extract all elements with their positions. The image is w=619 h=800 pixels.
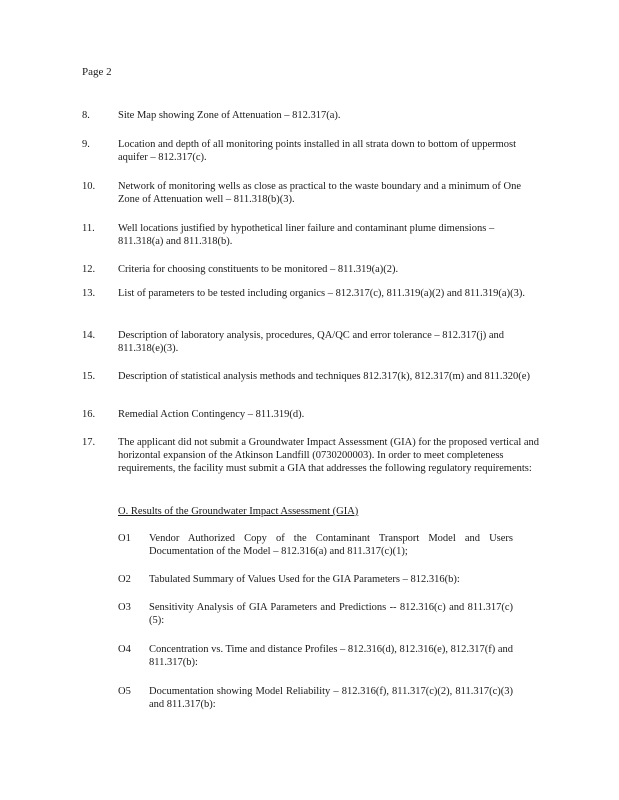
- list-item: [82, 109, 542, 122]
- sub-item-number: O2: [118, 574, 131, 585]
- sub-item: [118, 685, 513, 711]
- item-number: 10.: [82, 181, 96, 192]
- sub-item-number: O5: [118, 686, 131, 697]
- list-item: [82, 180, 542, 206]
- item-text: Criteria for choosing constituents to be monitored – 811.319(a)(2).: [118, 264, 399, 275]
- subsection-heading: O. Results of the Groundwater Impact Assessment (GIA): [118, 506, 359, 517]
- list-item: [82, 222, 542, 248]
- item-number: 15.: [82, 371, 96, 382]
- sub-item: [118, 601, 513, 627]
- sub-item: [118, 573, 513, 586]
- item-text: Network of monitoring wells as close as practical to the waste boundary and a minimum of One Zone of Attenuation well – 811.318(b)(3).: [118, 181, 521, 205]
- item-text: Remedial Action Contingency – 811.319(d).: [118, 409, 305, 420]
- sub-item-text: Tabulated Summary of Values Used for the GIA Parameters – 812.316(b):: [149, 574, 460, 585]
- item-text: Well locations justified by hypothetical liner failure and contaminant plume dimensions – 811.318(a) and 811.318(b).: [118, 223, 495, 247]
- list-item: [82, 408, 542, 421]
- item-text: Description of statistical analysis methods and techniques 812.317(k), 812.317(m) and 811.320(e): [118, 371, 530, 382]
- item-number: 17.: [82, 437, 96, 448]
- item-number: 16.: [82, 409, 96, 420]
- item-number: 9.: [82, 139, 90, 150]
- item-number: 11.: [82, 223, 95, 234]
- sub-item-text: Sensitivity Analysis of GIA Parameters and Predictions -- 812.316(c) and 811.317(c)(5):: [149, 602, 513, 626]
- item-text: Description of laboratory analysis, procedures, QA/QC and error tolerance – 812.317(j) and 811.318(e)(3).: [118, 330, 505, 354]
- list-item: [82, 329, 542, 355]
- sub-item-number: O1: [118, 533, 131, 544]
- item-text: Location and depth of all monitoring points installed in all strata down to bottom of uppermost aquifer – 812.317(c).: [118, 139, 517, 163]
- item-number: 14.: [82, 330, 96, 341]
- item-number: 8.: [82, 110, 90, 121]
- sub-item: [118, 532, 513, 558]
- item-text: List of parameters to be tested including organics – 812.317(c), 811.319(a)(2) and 811.319(a)(3).: [118, 288, 525, 299]
- sub-item-number: O3: [118, 602, 131, 613]
- list-item: [82, 263, 542, 276]
- sub-item-text: Vendor Authorized Copy of the Contaminant Transport Model and Users Documentation of the Model – 812.316(a) and 811.317(c)(1);: [149, 533, 513, 557]
- page-number: Page 2: [82, 66, 112, 78]
- sub-item: [118, 643, 513, 669]
- list-item: [82, 287, 542, 300]
- item-text: The applicant did not submit a Groundwater Impact Assessment (GIA) for the proposed vertical and horizontal expansion of the Atkinson Landfill (0730200003). In order to meet completeness requirements, the facility must submit a GIA that addresses the following regulatory requirements:: [118, 437, 540, 474]
- list-item: [82, 138, 542, 164]
- list-item: [82, 370, 542, 383]
- item-number: 12.: [82, 264, 96, 275]
- item-number: 13.: [82, 288, 96, 299]
- sub-item-text: Documentation showing Model Reliability – 812.316(f), 811.317(c)(2), 811.317(c)(3) and 811.317(b):: [149, 686, 513, 710]
- sub-item-number: O4: [118, 644, 131, 655]
- sub-item-text: Concentration vs. Time and distance Profiles – 812.316(d), 812.316(e), 812.317(f) and 811.317(b):: [149, 644, 513, 668]
- item-text: Site Map showing Zone of Attenuation – 812.317(a).: [118, 110, 341, 121]
- list-item: [82, 436, 542, 475]
